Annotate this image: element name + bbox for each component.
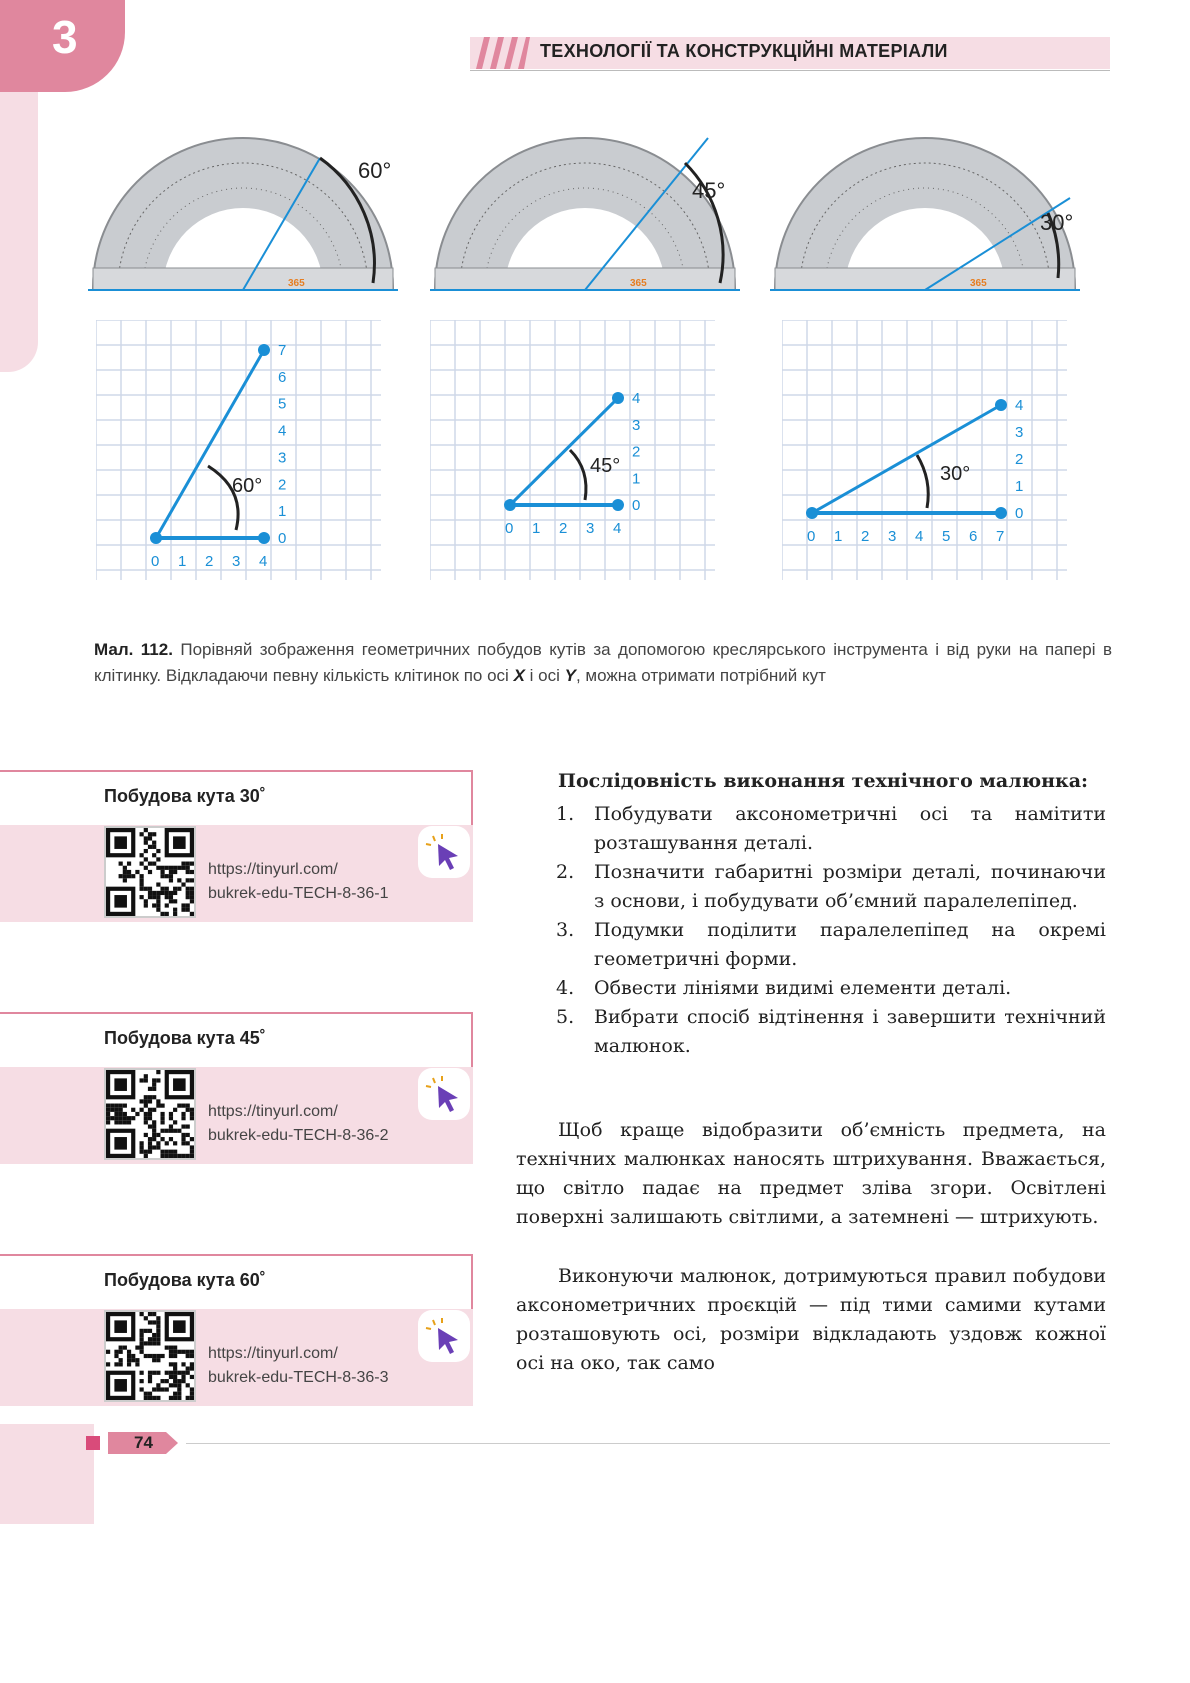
qr-card-title: Побудова кута 60˚ <box>104 1270 266 1290</box>
cursor-click-icon <box>418 1310 470 1362</box>
grid-lines <box>430 320 715 580</box>
y-tick-label: 2 <box>278 476 287 494</box>
vertex-point <box>504 499 516 511</box>
qr-card-title: Побудова кута 30˚ <box>104 786 266 806</box>
x-tick-label: 7 <box>996 528 1005 545</box>
protractor-45 <box>430 118 740 318</box>
qr-card <box>0 770 473 935</box>
y-tick-label: 2 <box>1015 451 1024 468</box>
caption-text-1: Порівняй зображення геометричних побудов кутів за допомогою креслярського інструмента і від руки на папері в клітинку. Відкладаючи певну кількість клітинок по осі <box>94 640 1112 685</box>
x-tick-label: 2 <box>559 520 568 537</box>
qr-code-icon[interactable] <box>104 826 196 918</box>
link-line-1: https://tinyurl.com/ <box>208 1103 338 1120</box>
qr-card-link[interactable] <box>208 1100 389 1148</box>
angle-arc <box>917 455 928 508</box>
qr-card-link[interactable] <box>208 1342 389 1390</box>
chapter-number: 3 <box>52 11 78 63</box>
qr-code-icon[interactable] <box>104 1310 196 1402</box>
qr-card-title: Побудова кута 45˚ <box>104 1028 266 1048</box>
grid-construction-30 <box>782 320 1067 580</box>
vertex-point <box>806 507 818 519</box>
y-tick-label: 2 <box>632 443 641 461</box>
link-line-1: https://tinyurl.com/ <box>208 1345 338 1362</box>
step-text: Подумки поділити паралелепіпед на окремі геометричні форми. <box>594 919 1106 970</box>
y-tick-label: 0 <box>1015 505 1024 522</box>
qr-card-link[interactable] <box>208 858 389 906</box>
step-number: 3. <box>556 919 575 941</box>
end-point <box>258 532 270 544</box>
y-tick-label: 4 <box>632 390 641 407</box>
protractor-brand: 365 <box>970 278 987 289</box>
step-number: 1. <box>556 803 575 825</box>
side-strip <box>0 92 38 372</box>
y-tick-label: 1 <box>278 503 287 521</box>
y-tick-label: 3 <box>1015 424 1024 441</box>
step-number: 5. <box>556 1006 575 1028</box>
steps-title: Послідовність виконання технічного малюнка: <box>558 770 1089 792</box>
y-tick-label: 5 <box>278 395 287 413</box>
x-tick-label: 3 <box>888 528 897 545</box>
y-tick-label: 1 <box>1015 478 1024 495</box>
step-number: 2. <box>556 861 575 883</box>
y-tick-label: 7 <box>278 342 287 359</box>
step-text: Вибрати спосіб відтінення і завершити технічний малюнок. <box>594 1006 1106 1057</box>
link-line-2: bukrek-edu-TECH-8-36-3 <box>208 1369 389 1386</box>
qr-code-icon[interactable] <box>104 1068 196 1160</box>
end-point <box>612 392 624 404</box>
body-paragraph: Щоб краще відобразити об’ємність предмета, на технічних малюнках наносять штрихування. Вважається, що світло падає на предмет зліва згори. Освітлені поверхні залишають світлими, а затемнені — штрихують. <box>516 1119 1106 1228</box>
y-tick-label: 3 <box>278 449 287 467</box>
protractor-angle-label: 45° <box>692 178 726 203</box>
qr-card <box>0 1254 473 1419</box>
x-tick-label: 3 <box>232 553 241 570</box>
protractor-60 <box>88 118 398 318</box>
x-tick-label: 5 <box>942 528 951 545</box>
footer-divider <box>186 1443 1110 1444</box>
grid-lines <box>96 320 381 580</box>
x-tick-label: 4 <box>613 520 622 537</box>
end-point <box>995 399 1007 411</box>
y-tick-label: 1 <box>632 470 641 488</box>
ray-inclined <box>510 398 621 505</box>
x-tick-label: 1 <box>178 553 187 570</box>
caption-label: Мал. 112. <box>94 640 173 659</box>
step-text: Позначити габаритні розміри деталі, починаючи з основи, і побудувати об’ємний паралелепіпед. <box>594 861 1106 912</box>
x-tick-label: 4 <box>915 528 924 545</box>
x-tick-label: 0 <box>151 553 160 570</box>
x-tick-label: 2 <box>861 528 870 545</box>
header-stripes-decoration <box>470 37 530 69</box>
grid-construction-45 <box>430 320 715 580</box>
body-paragraph: Виконуючи малюнок, дотримуються правил побудови аксонометричних проєкцій — під тими самими кутами розташовують осі, розміри відкладають уздовж кожної осі на око, так само <box>516 1265 1106 1374</box>
protractor-brand: 365 <box>630 278 647 289</box>
x-tick-label: 2 <box>205 553 214 570</box>
angle-label: 45° <box>590 455 621 477</box>
step-item <box>556 974 1106 1003</box>
end-point <box>258 344 270 356</box>
steps-list <box>556 800 1106 1061</box>
x-tick-label: 3 <box>586 520 595 537</box>
vertex-point <box>150 532 162 544</box>
protractor-brand: 365 <box>288 278 305 289</box>
link-line-2: bukrek-edu-TECH-8-36-1 <box>208 885 389 902</box>
caption-axis-y: Y <box>564 666 576 685</box>
chapter-tab <box>0 0 125 92</box>
step-item <box>556 916 1106 974</box>
cursor-click-icon <box>418 1068 470 1120</box>
cursor-click-icon <box>418 826 470 878</box>
header-title: ТЕХНОЛОГІЇ ТА КОНСТРУКЦІЙНІ МАТЕРІАЛИ <box>540 41 948 61</box>
step-item <box>556 800 1106 858</box>
protractor-30 <box>770 118 1080 318</box>
x-tick-label: 1 <box>834 528 843 545</box>
y-tick-label: 3 <box>632 416 641 434</box>
x-tick-label: 6 <box>969 528 978 545</box>
y-tick-label: 4 <box>1015 397 1024 414</box>
y-tick-label: 0 <box>632 497 641 514</box>
y-tick-label: 0 <box>278 530 287 547</box>
footer-side-strip <box>0 1424 94 1524</box>
end-point <box>612 499 624 511</box>
protractor-angle-label: 30° <box>1040 210 1074 235</box>
qr-card <box>0 1012 473 1177</box>
angle-label: 60° <box>232 475 263 497</box>
page-number: 74 <box>134 1433 153 1452</box>
grid-construction-60 <box>96 320 381 580</box>
step-text: Побудувати аксонометричні осі та намітити розташування деталі. <box>594 803 1106 854</box>
x-tick-label: 4 <box>259 553 268 570</box>
x-tick-label: 0 <box>807 528 816 545</box>
figure-caption <box>94 637 1112 689</box>
step-number: 4. <box>556 977 575 999</box>
x-tick-label: 0 <box>505 520 514 537</box>
angle-arc <box>570 450 586 500</box>
caption-text-3: , можна отримати потрібний кут <box>575 666 826 685</box>
link-line-2: bukrek-edu-TECH-8-36-2 <box>208 1127 389 1144</box>
x-tick-label: 1 <box>532 520 541 537</box>
step-text: Обвести лініями видимі елементи деталі. <box>594 977 1012 999</box>
y-tick-label: 4 <box>278 422 287 440</box>
step-item <box>556 1003 1106 1061</box>
header-divider <box>470 70 1110 71</box>
caption-axis-x: X <box>513 666 525 685</box>
caption-text-2: і осі <box>524 666 565 685</box>
angle-label: 30° <box>940 463 971 485</box>
ray-inclined <box>156 350 264 538</box>
end-point <box>995 507 1007 519</box>
y-tick-label: 6 <box>278 368 287 386</box>
link-line-1: https://tinyurl.com/ <box>208 861 338 878</box>
protractor-angle-label: 60° <box>358 158 392 183</box>
step-item <box>556 858 1106 916</box>
